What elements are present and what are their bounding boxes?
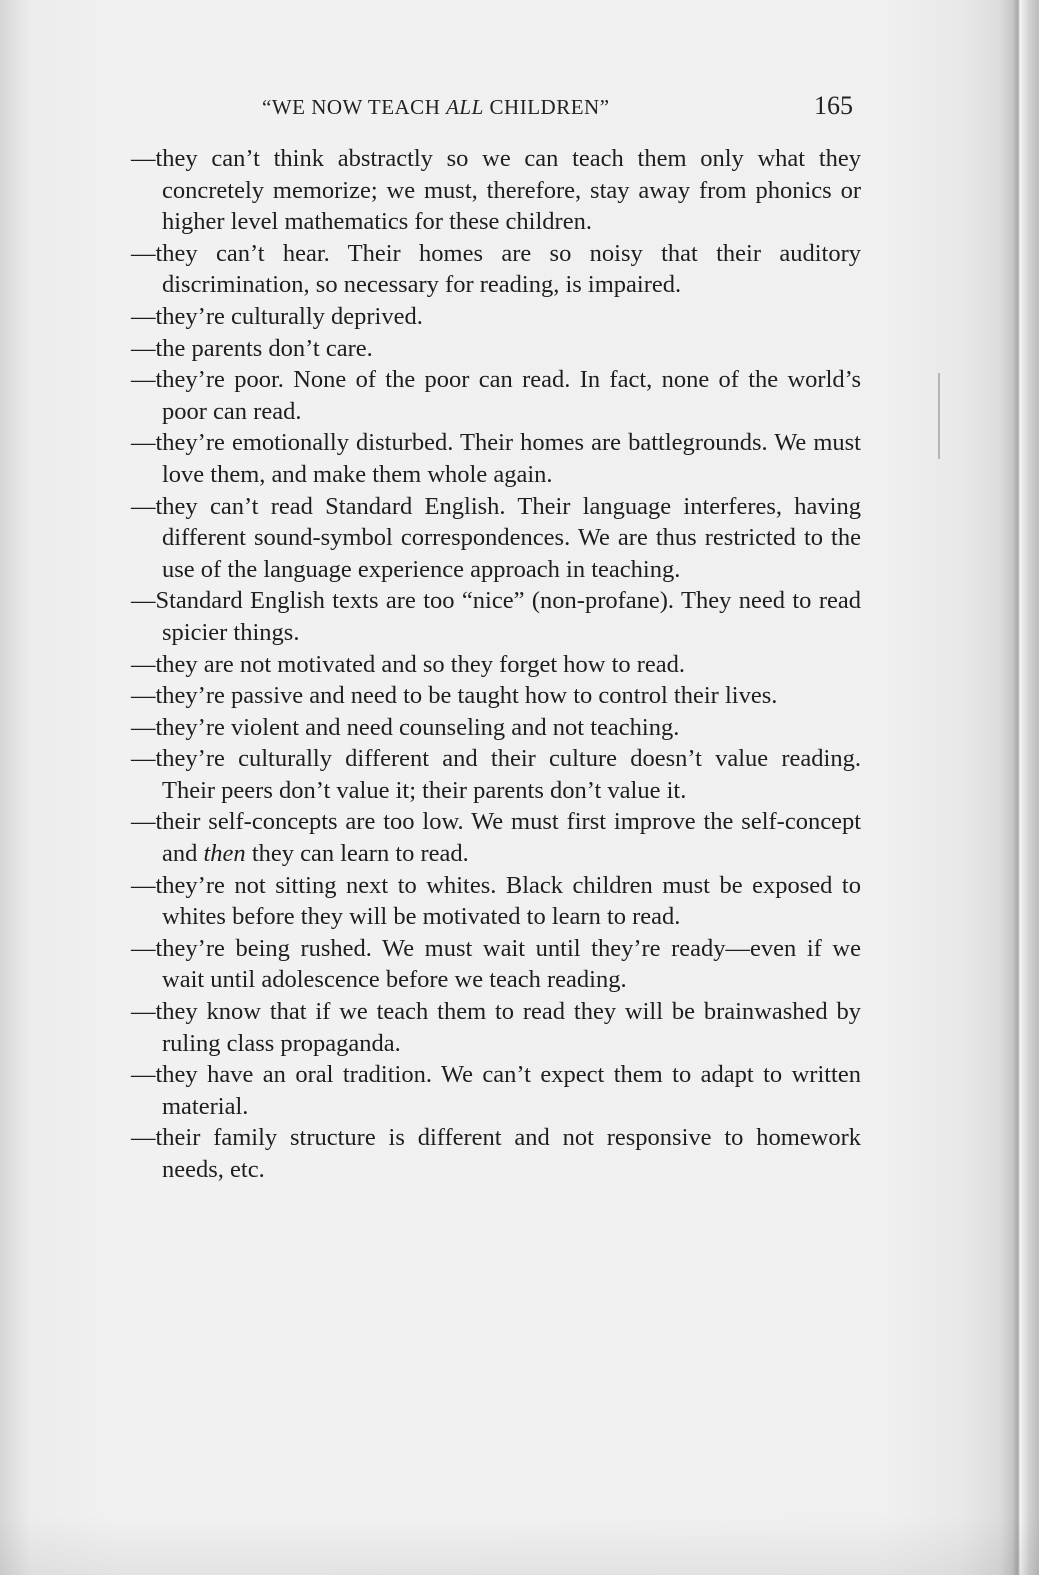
list-item: —they can’t read Standard English. Their language interferes, having different sound-symbol correspondences. We are thus restricted to the use of the language experience approach in teaching. [131, 492, 861, 583]
list-item: —they can’t think abstractly so we can teach them only what they concretely memorize; we must, therefore, stay away from phonics or higher level mathematics for these children. [131, 145, 861, 236]
running-head [262, 95, 610, 120]
list-item: —they’re passive and need to be taught how to control their lives. [131, 682, 778, 710]
list-item-emphasis: then [203, 840, 246, 868]
margin-pencil-mark [938, 373, 940, 459]
list-item [131, 806, 861, 869]
list-item: —they know that if we teach them to read they will be brainwashed by ruling class propaganda. [131, 998, 861, 1057]
list-item: —they’re being rushed. We must wait until they’re ready—even if we wait until adolescence before we teach reading. [131, 934, 861, 994]
list-item: —Standard English texts are too “nice” (non-profane). They need to read spicier things. [131, 587, 861, 646]
page-number: 165 [814, 91, 853, 120]
list-item: —they’re culturally different and their culture doesn’t value reading. Their peers don’t value it; their parents don’t value it. [131, 745, 861, 804]
list-item: —they’re poor. None of the poor can read. In fact, none of the world’s poor can read. [131, 366, 861, 425]
body-text [131, 143, 861, 1186]
running-head-text: “WE NOW TEACH [262, 95, 447, 119]
list-item: —they are not motivated and so they forget how to read. [131, 650, 686, 678]
list-item-text-end: they can learn to read. [245, 840, 469, 868]
list-item: —they’re not sitting next to whites. Black children must be exposed to whites before they will be motivated to learn to read. [131, 871, 861, 931]
list-item: —they’re culturally deprived. [131, 302, 423, 330]
list-item: —they can’t hear. Their homes are so noisy that their auditory discrimination, so necessary for reading, is impaired. [131, 239, 861, 299]
list-item: —their family structure is different and not responsive to homework needs, etc. [131, 1124, 861, 1183]
list-item-text: —their self-concepts are too low. We must first improve the self-concept and [131, 808, 861, 868]
running-head-italic: ALL [446, 95, 484, 119]
list-item: —they’re emotionally disturbed. Their homes are battlegrounds. We must love them, and make them whole again. [131, 429, 861, 488]
list-item: —they’re violent and need counseling and not teaching. [131, 713, 680, 741]
list-item: —they have an oral tradition. We can’t expect them to adapt to written material. [131, 1061, 861, 1120]
list-item: —the parents don’t care. [131, 334, 373, 362]
running-head-text-end: CHILDREN” [483, 95, 610, 119]
